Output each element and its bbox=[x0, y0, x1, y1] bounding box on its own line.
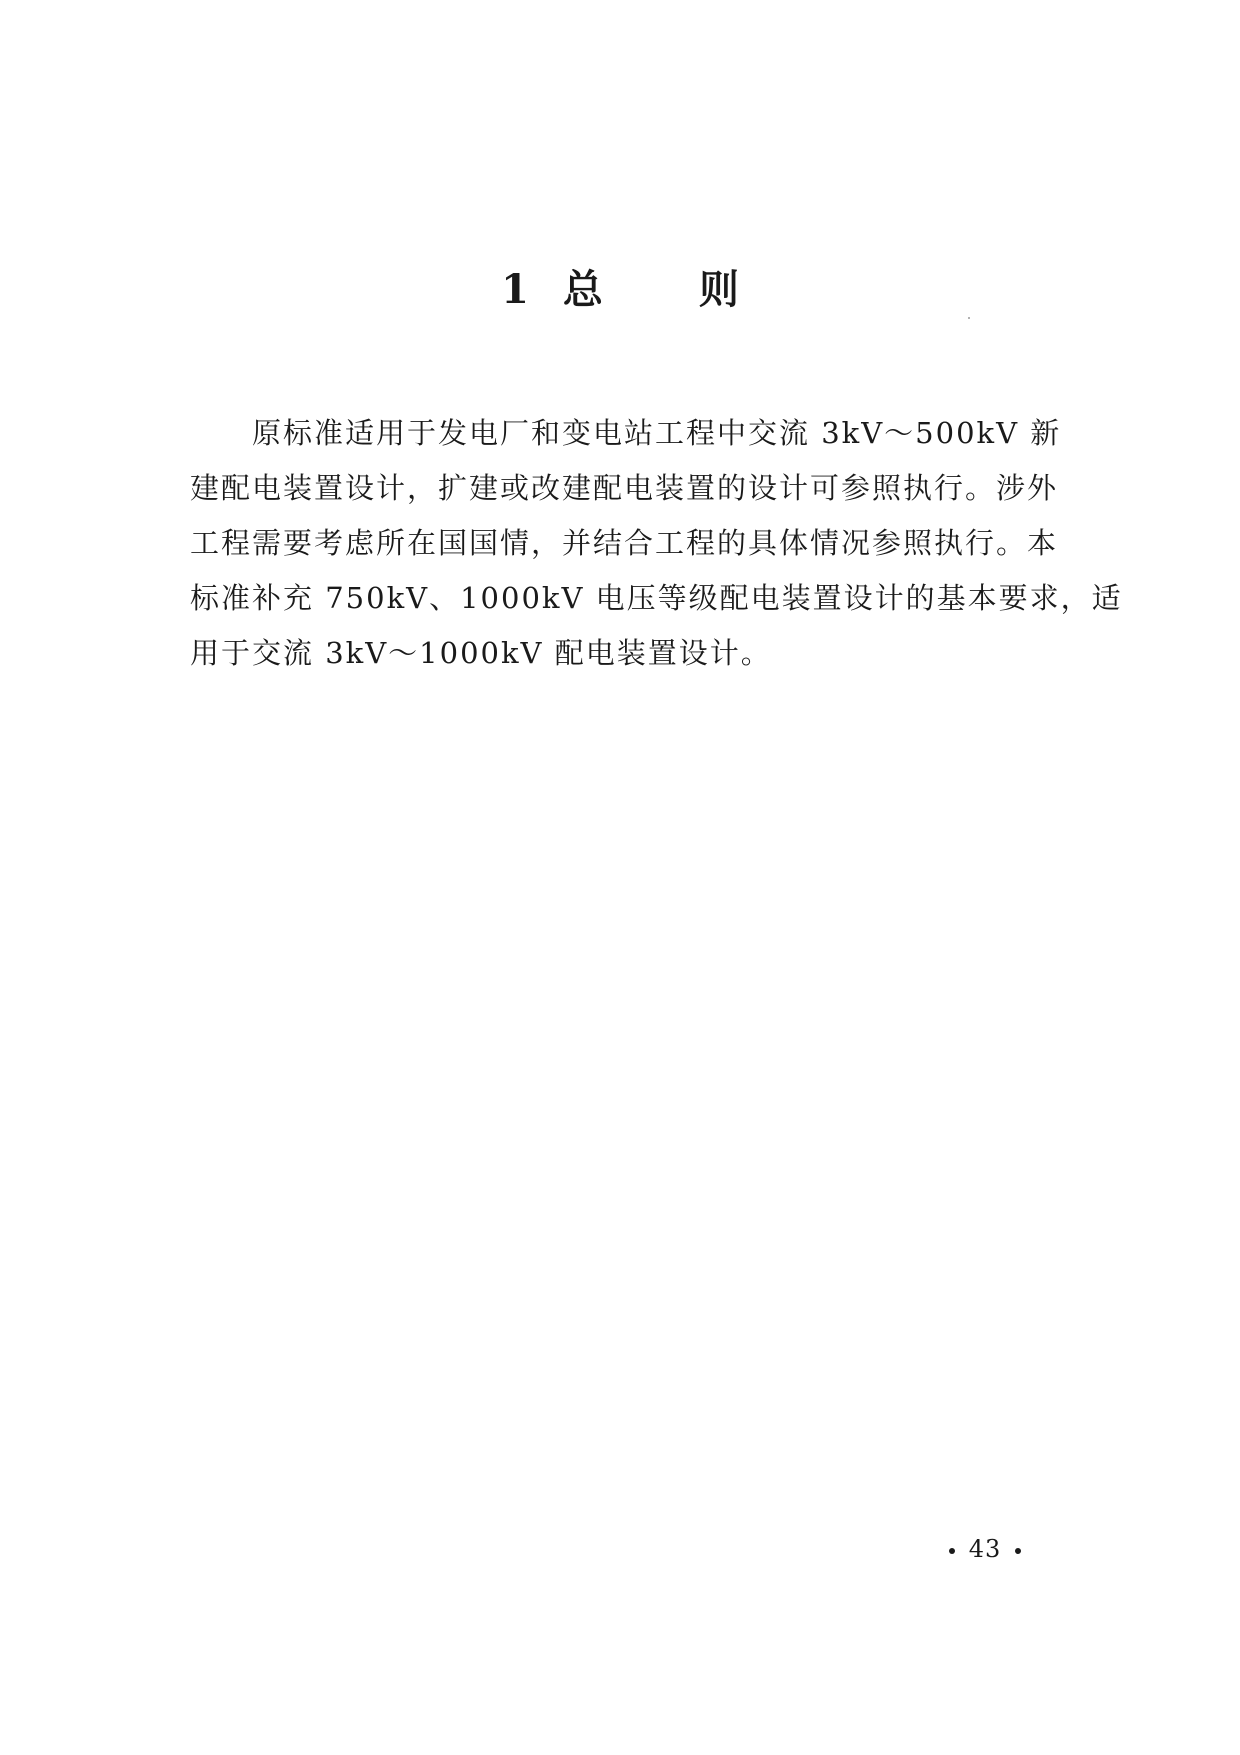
paragraph-line-3: 工程需要考虑所在国国情，并结合工程的具体情况参照执行。本 bbox=[190, 526, 1059, 560]
chapter-title-char-2: 则 bbox=[698, 266, 739, 313]
body-paragraph bbox=[190, 406, 1123, 681]
scan-speck bbox=[968, 317, 970, 319]
chapter-number: 1 bbox=[501, 266, 529, 313]
page-number-dot-left bbox=[949, 1548, 955, 1554]
paragraph-line-2: 建配电装置设计，扩建或改建配电装置的设计可参照执行。涉外 bbox=[190, 471, 1059, 505]
page-number-value: 43 bbox=[968, 1535, 1002, 1563]
page-number bbox=[900, 1532, 1070, 1566]
chapter-title-char-1: 总 bbox=[562, 266, 603, 313]
paragraph-line-4: 标准补充 750kV、1000kV 电压等级配电装置设计的基本要求，适 bbox=[190, 581, 1123, 615]
chapter-title bbox=[0, 262, 1240, 318]
paragraph-line-5: 用于交流 3kV～1000kV 配电装置设计。 bbox=[190, 636, 772, 670]
page-number-dot-right bbox=[1015, 1548, 1021, 1554]
paragraph-line-1: 原标准适用于发电厂和变电站工程中交流 3kV～500kV 新 bbox=[252, 416, 1062, 450]
